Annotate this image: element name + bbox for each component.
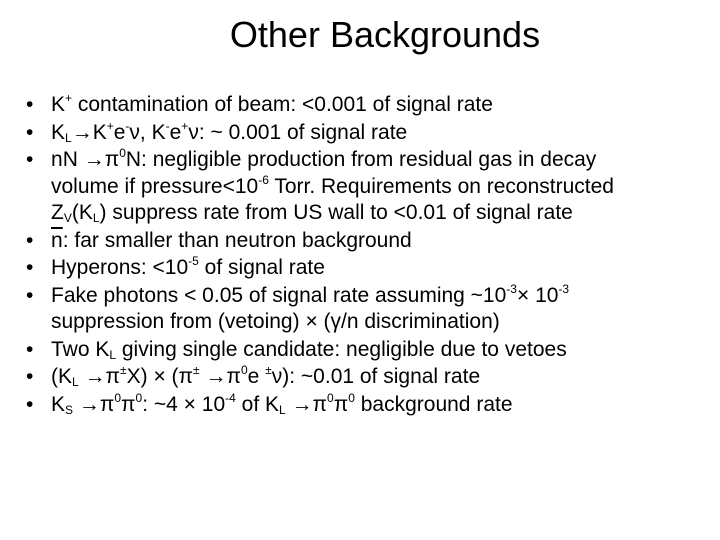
bullet-ks-decay: • $K_S \to\pi^0\pi^0$: ~4 × $10^{-4}$ of $K_L \to\pi^0\pi^0$ background rate: [26, 390, 513, 417]
bullet-icon: •: [26, 228, 34, 252]
bullet-kl-decay: • $K_L\to K^+e^-\nu$, K-e+ν: ~ 0.001 of signal rate: [26, 118, 408, 145]
bullet-icon: •: [26, 148, 34, 171]
bullet-kl-pi-charged: • $(K_L \to\pi^\pm X) \times (\pi^\pm \to\pi^0e$ ±ν): ~0.01 of signal rate: [26, 363, 481, 389]
bullet-icon: •: [26, 392, 34, 416]
bullet-fake-photons: • Fake photons < 0.05 of signal rate assuming $\sim 10^{-3}\times 10^{-3}$ suppression from (vetoing) × (γ/n discrimination): [26, 281, 570, 333]
slide-title: Other Backgrounds: [229, 14, 541, 55]
bullet-k-plus-contamination: • K+ contamination of beam: <0.001 of signal rate: [24, 92, 714, 119]
bullet-icon: •: [26, 256, 34, 279]
bullet-two-kl: • Two $K_L$ giving single candidate: negligible due to vetoes: [26, 337, 567, 362]
bullet-residual-gas: • nN $\to\pi^0N$: negligible production from residual gas in decay volume if $pressure<10^{-6}$ Torr. Requirements on reconstructed $Z_V(K_L)$ suppress rate from US wall to <0.01 of signal rate: [26, 146, 614, 225]
bullet-list: [24, 92, 714, 419]
bullet-icon: •: [26, 283, 34, 307]
bullet-icon: •: [26, 337, 34, 361]
bullet-antineutron: • $\overline{n}$: far smaller than neutron background: [24, 228, 714, 255]
bullet-hyperons: • Hyperons: $<10^{-5}$ of signal rate: [24, 255, 714, 282]
bullet-icon: •: [26, 120, 34, 144]
bullet-icon: •: [26, 365, 34, 388]
bullet-icon: •: [26, 93, 34, 116]
